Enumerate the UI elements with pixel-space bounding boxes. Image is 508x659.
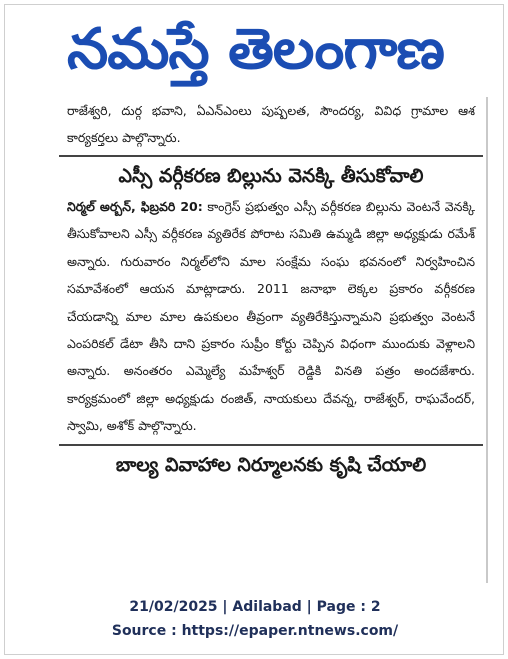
divider [59,444,483,446]
epaper-clipping [4,4,504,655]
article-body [53,193,489,440]
previous-article-tail: రాజేశ్వరి, దుర్గ భవాని, ఏఎన్ఎంలు పుష్పలత, సౌందర్య, వివిధ గ్రామాల ఆశ కార్యకర్తలు పాల్గొన్నారు. [67,103,475,145]
edition-info: 21/02/2025 | Adilabad | Page : 2 [129,599,381,615]
column-rule [486,97,488,583]
article-dateline: నిర్మల్ అర్బన్, ఫిబ్రవరి 20: [67,199,203,214]
article-body-text: కాంగ్రెస్ ప్రభుత్వం ఎస్సీ వర్గీకరణ బిల్లును వెంటనే వెనక్కి తీసుకోవాలని ఎస్సీ వర్గీకరణ వ్యతిరేక పోరాట సమితి ఉమ్మడి జిల్లా అధ్యక్షుడు రమేశ్ అన్నారు. గురువారం నిర్మల్‌లోని మాల సంక్షేమ సంఘ భవనంలో నిర్వహించిన సమావేశంలో ఆయన మాట్లాడారు. 2011 జనాభా లెక్కల ప్రకారం వర్గీకరణ చేయడాన్ని మాల మాల ఉపకులం తీవ్రంగా వ్యతిరేకిస్తున్నామని ప్రభుత్వం వెంటనే ఎంపరికల్ డేటా తీసి దాని ప్రకారం సుప్రీం కోర్టు చెప్పిన విధంగా ముందుకు వెళ్లాలని అన్నారు. అనంతరం ఎమ్మెల్యే మహేశ్వర్ రెడ్డికి వినతి పత్రం అందజేశారు. కార్యక్రమంలో జిల్లా అధ్యక్షుడు రంజిత్, నాయకులు దేవన్న, రాజేశ్వర్, రాఘవేందర్, స్వామి, అశోక్ పాల్గొన్నారు. [67,199,475,434]
masthead-title: నమస్తే తెలంగాణ [66,17,444,82]
article-clip [53,97,489,583]
next-article-headline: బాల్య వివాహాల నిర్మూలనకు కృషి చేయాలి [115,453,427,476]
clipping-footer [5,595,505,643]
divider [59,155,483,157]
source-link[interactable]: Source : https://epaper.ntnews.com/ [111,623,399,639]
article-headline: ఎస్సీ వర్గీకరణ బిల్లును వెనక్కి తీసుకోవాలి [118,165,424,187]
newspaper-masthead [5,7,505,93]
